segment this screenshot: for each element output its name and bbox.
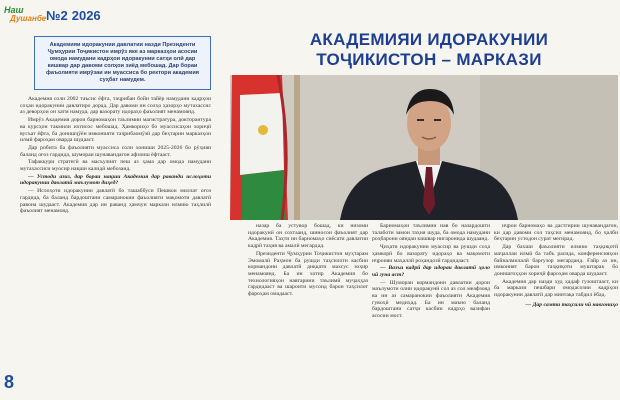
- paragraph: Имрӯз Академия дорои барномаҳои таълимии магистратура, докторантура ва курсҳои такмили ихтисос мебошад. Ҳамкориҳо бо муассисаҳои хориҷӣ вусъат ёфта, ба донишҷӯён имконияти таҷрибаомӯзӣ дар беҳтарин марказҳои илмӣ фароҳам оварда шудааст.: [20, 117, 211, 144]
- interview-answer: — Шумораи кормандони давлатии дорои маълумоти олии идоракунӣ сол аз сол меафзояд ва ин аз самаранокии фаъолияти Академия гувоҳӣ медиҳад. Ба ин маъно баланд бардоштани сатҳи касбии кадрҳо вазифаи асосии мост.: [372, 279, 490, 320]
- logo-bottom-text: Душанбе: [10, 14, 47, 23]
- interview-question: — Вазъи кадрӣ дар идораи давлатӣ ҳоло чӣ гуна аст?: [372, 265, 490, 278]
- headline-line-2: ТОҶИКИСТОН – МАРКАЗИ: [316, 50, 542, 69]
- masthead: [4, 4, 101, 26]
- left-column: [0, 30, 225, 400]
- interview-answer: — Ислоҳоти идоракунии давлатӣ бо ташаббуси Пешвои миллат оғоз гардида, ба баланд бардоштани самаранокии фаъолияти мақомоти давлатӣ равона шудааст. Академия дар ин раванд ҳамчун маркази илмию таҳлилӣ фаъолият менамояд.: [20, 188, 211, 215]
- article-headline: [240, 30, 618, 70]
- article-column-1: [248, 223, 368, 400]
- paragraph: Дар робита ба фаъолияти муассиса соли хониши 2025-2026 бо рӯҳияи баланд оғоз гардида, шумораи шунавандагон афзоиш ёфтааст.: [20, 144, 211, 158]
- article-column-2: [372, 223, 490, 400]
- interview-question: — Устоди азиз, дар бораи нақши Академия дар раванди ислоҳоти идоракунии давлатӣ маълумот диҳед?: [20, 173, 211, 187]
- portrait-photo: [230, 75, 618, 220]
- article-column-3: [494, 223, 618, 400]
- issue-number: №2: [46, 7, 68, 23]
- magazine-logo[interactable]: [4, 5, 47, 25]
- paragraph: Тафаккури стратегӣ ва масъулият пеш аз ҳама дар омода намудани мутахассиси муосир нақши калидӣ мебозанд.: [20, 159, 211, 173]
- paragraph: Ҷиҳати идоракунии муассир ва рушди соҳа ҳамкорӣ бо вазорату идораҳо ва мақомоти иҷроияи маҳаллӣ роҳандозӣ гардидааст.: [372, 244, 490, 264]
- page-number: 8: [4, 372, 15, 392]
- paragraph: Барномаҳои таълимии нав бо назардошти талаботи замон таҳия шуда, ба омода намудани роҳбарони ояндаи кишвар нигаронида шудаанд.: [372, 223, 490, 243]
- left-body: [20, 96, 211, 215]
- paragraph: Академия дар назди худ ҳадаф гузоштааст, ки ба маркази пешбари омодасозии кадрҳои идоракунии давлатӣ дар минтақа табдил ёбад.: [494, 278, 618, 299]
- closing-question: — Дар самти таҳсили чӣ навгониҳо: [525, 301, 618, 308]
- paragraph: назар ба устувор бошад, ки низоми идоракунӣ он сохтаанд, шиносои фаъолият дар Академия. Таҳти ин барномаҳо сиёсати давлатии кадрӣ таҳия ва амалӣ мегардад.: [248, 223, 368, 250]
- tajik-flag-icon: [230, 75, 288, 220]
- lead-box: Академияи идоракунии давлатии назди Президенти Ҷумҳурии Тоҷикистон имрӯз яке аз марказҳои асосии омода намудани кадрҳои идоракунии сатҳи олӣ дар кишвар дар давоми солҳои зиёд мебошад. Дар бораи фаъолияти имрӯзаи ин муассиса бо ректори академия суҳбат намудем.: [34, 36, 211, 90]
- paragraph: Академия соли 2002 таъсис ёфта, таҷрибаи бойи тайёр намудани кадрҳои соҳаи идоракунии давлатиро дорад. Дар давоми ин солҳо ҳазорҳо мутахассис аз деворҳои он хатм намуда, дар вазорату идораҳо фаъолият менамоянд.: [20, 96, 211, 116]
- issue-year: 2026: [71, 7, 101, 23]
- headline-line-1: АКАДЕМИЯИ ИДОРАКУНИИ: [309, 30, 549, 49]
- portrait-illustration: [230, 75, 618, 220]
- paragraph: Дар бахши фаъолияти илмию таҳқиқотӣ маҷаллаи илмӣ ба табъ расида, конференсияҳои байналмилалӣ баргузор мегарданд. Ғайр аз ин, имконият барои таҳқиқоти муштарак бо донишгоҳҳои хориҷӣ фароҳам оварда шудааст.: [494, 244, 618, 277]
- paragraph: Президенти Ҷумҳурии Тоҷикистон муҳтарам Эмомалӣ Раҳмон ба рушди таҳсилоти касбии кормандони давлатӣ диққати махсус зоҳир менамоянд. Ба ин хотир Академия бо технологияҳои навтарини таълимӣ муҷаҳҳаз гардидааст ва шароити мусоид барои таҳсилот фароҳам омадааст.: [248, 250, 368, 298]
- paragraph: иҷрои барномаҳо ва дастгирии шунавандагон, ки дар давоми сол таҳсил менамоянд, бо ҷалби беҳтарин устодон сурат мегирад.: [494, 223, 618, 243]
- logo-top-text: Наш: [4, 5, 24, 15]
